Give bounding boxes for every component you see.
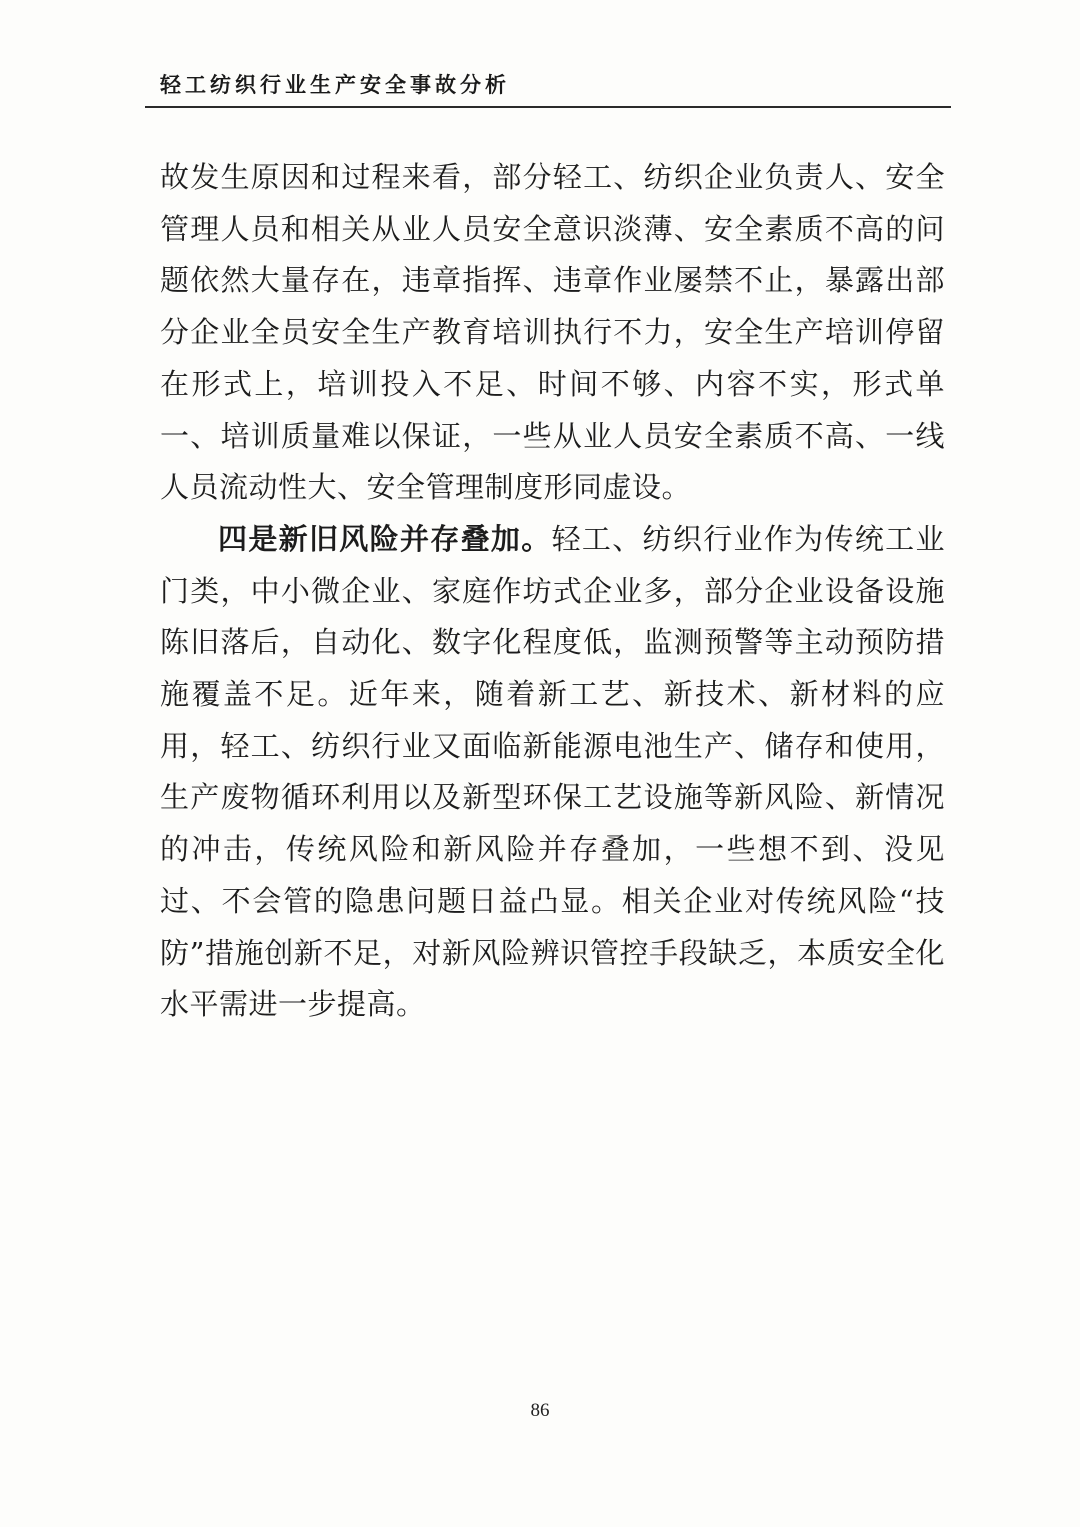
- paragraph-body: 轻工、纺织行业作为传统工业门类，中小微企业、家庭作坊式企业多，部分企业设备设施陈旧落后，自动化、数字化程度低，监测预警等主动预防措施覆盖不足。近年来，随着新工艺、新技术、新材料的应用，轻工、纺织行业又面临新能源电池生产、储存和使用，生产废物循环利用以及新型环保工艺设施等新风险、新情况的冲击，传统风险和新风险并存叠加，一些想不到、没见过、不会管的隐患问题日益凸显。相关企业对传统风险“技防”措施创新不足，对新风险辨识管控手段缺乏，本质安全化水平需进一步提高。: [160, 521, 945, 1022]
- page-number: 86: [530, 1400, 550, 1421]
- running-header-title: 轻工纺织行业生产安全事故分析: [160, 73, 510, 97]
- header-divider: [145, 106, 951, 108]
- paragraph-lead-heading: 四是新旧风险并存叠加。: [218, 521, 552, 556]
- paragraph-continued: 故发生原因和过程来看，部分轻工、纺织企业负责人、安全管理人员和相关从业人员安全意识淡薄、安全素质不高的问题依然大量存在，违章指挥、违章作业屡禁不止，暴露出部分企业全员安全生产教育培训执行不力，安全生产培训停留在形式上，培训投入不足、时间不够、内容不实，形式单一、培训质量难以保证，一些从业人员安全素质不高、一线人员流动性大、安全管理制度形同虚设。: [160, 160, 945, 505]
- paragraph-new-old-risks: [160, 514, 945, 1031]
- body-text: [160, 152, 945, 1031]
